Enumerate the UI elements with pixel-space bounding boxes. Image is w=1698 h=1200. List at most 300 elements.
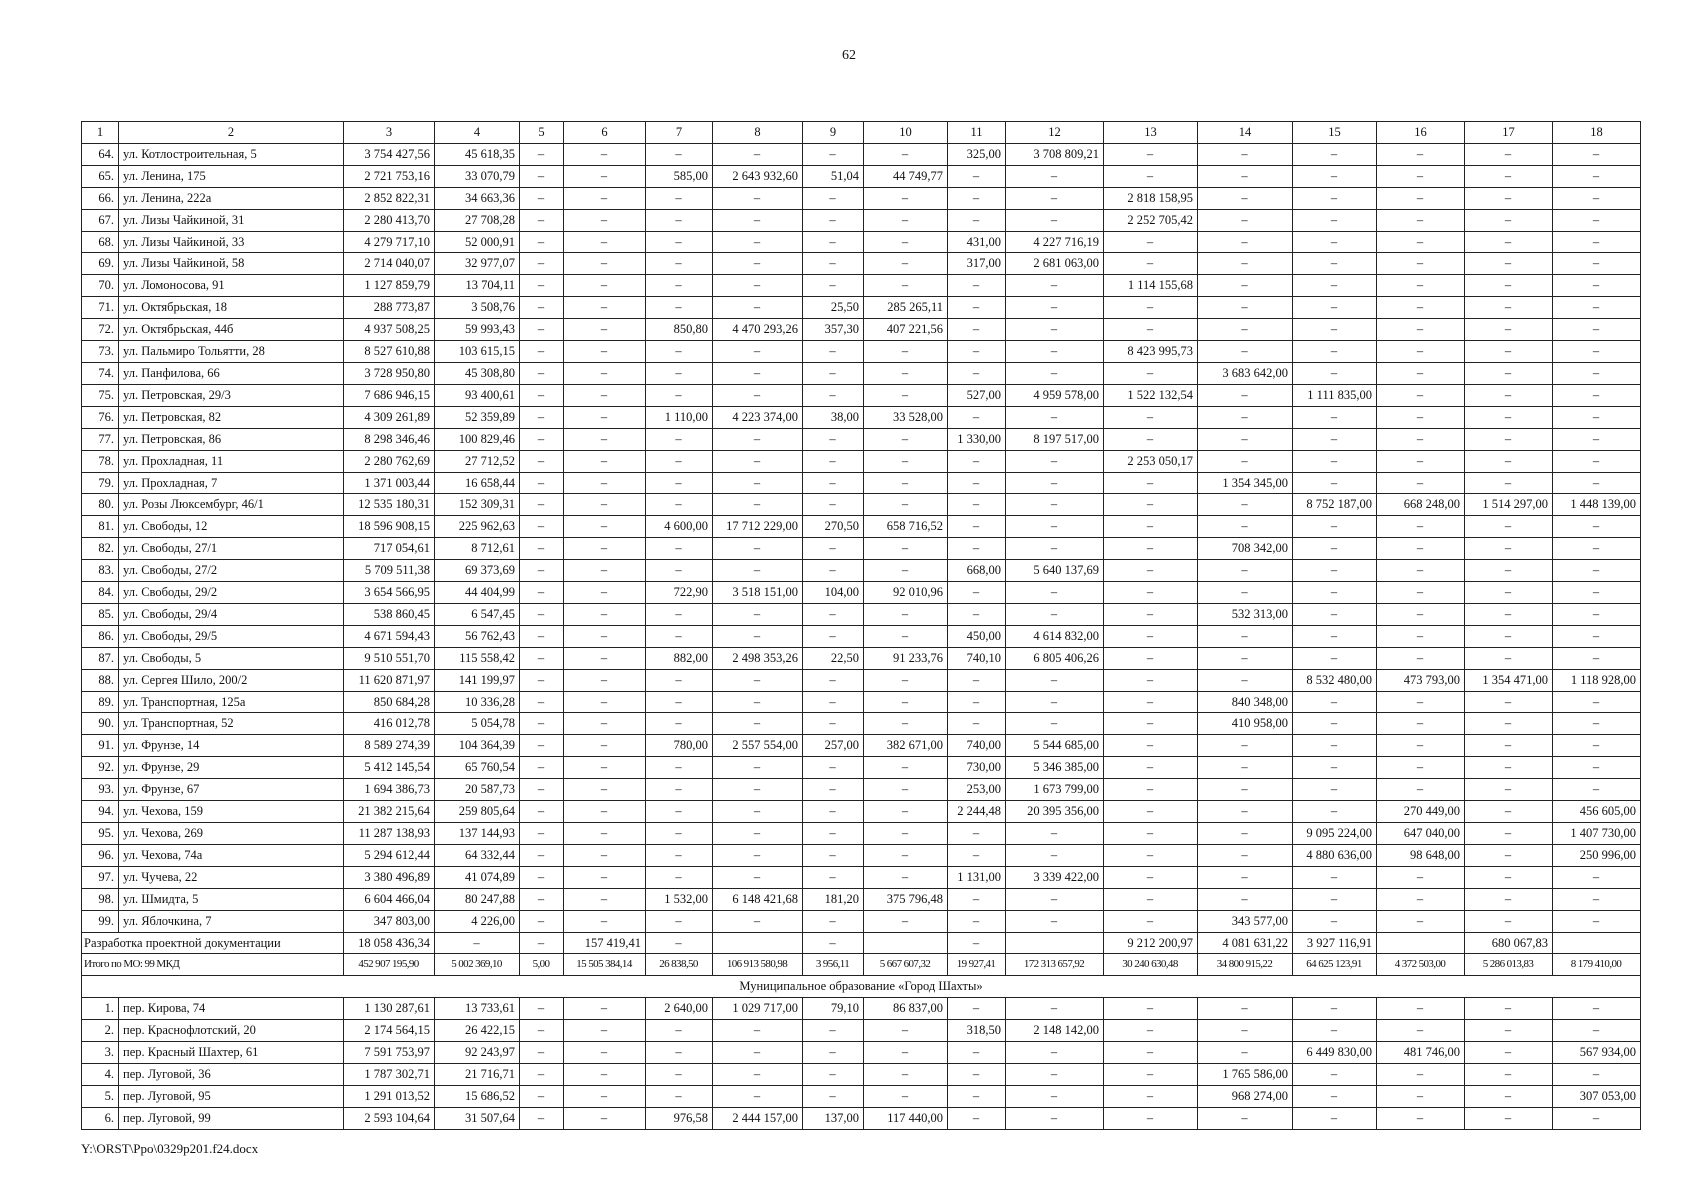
column-header: 15 bbox=[1293, 122, 1377, 144]
value-cell: – bbox=[564, 625, 646, 647]
value-cell: – bbox=[713, 143, 803, 165]
value-cell: 2 852 822,31 bbox=[344, 187, 435, 209]
value-cell: – bbox=[1465, 187, 1553, 209]
table-row bbox=[82, 253, 1641, 275]
value-cell: 343 577,00 bbox=[1198, 910, 1293, 932]
value-cell: – bbox=[564, 669, 646, 691]
value-cell: – bbox=[564, 603, 646, 625]
address-cell: ул. Свободы, 27/1 bbox=[119, 538, 344, 560]
value-cell: – bbox=[564, 516, 646, 538]
value-cell: – bbox=[1198, 888, 1293, 910]
value-cell: – bbox=[1377, 713, 1465, 735]
value-cell: 740,10 bbox=[948, 647, 1006, 669]
value-cell: – bbox=[1377, 888, 1465, 910]
value-cell: – bbox=[1293, 1085, 1377, 1107]
value-cell: – bbox=[1377, 757, 1465, 779]
value-cell: 9 095 224,00 bbox=[1293, 823, 1377, 845]
value-cell: – bbox=[803, 494, 864, 516]
value-cell: 1 532,00 bbox=[646, 888, 713, 910]
table-row bbox=[82, 560, 1641, 582]
value-cell: – bbox=[1377, 691, 1465, 713]
value-cell: – bbox=[564, 362, 646, 384]
value-cell: – bbox=[948, 713, 1006, 735]
value-cell: – bbox=[803, 560, 864, 582]
value-cell: – bbox=[1293, 187, 1377, 209]
value-cell: 13 704,11 bbox=[435, 275, 520, 297]
value-cell: 64 332,44 bbox=[435, 844, 520, 866]
value-cell: 2 593 104,64 bbox=[344, 1107, 435, 1129]
value-cell: – bbox=[803, 625, 864, 647]
value-cell: 1 354 345,00 bbox=[1198, 472, 1293, 494]
value-cell: – bbox=[803, 910, 864, 932]
summary-value-cell: 5 286 013,83 bbox=[1465, 954, 1553, 976]
table-row bbox=[82, 494, 1641, 516]
value-cell: 2 640,00 bbox=[646, 998, 713, 1020]
value-cell: 44 749,77 bbox=[864, 165, 948, 187]
value-cell: – bbox=[1006, 209, 1104, 231]
value-cell: – bbox=[1006, 450, 1104, 472]
column-header: 5 bbox=[520, 122, 564, 144]
value-cell: – bbox=[564, 209, 646, 231]
value-cell: – bbox=[1293, 297, 1377, 319]
value-cell: – bbox=[1293, 143, 1377, 165]
value-cell: – bbox=[803, 209, 864, 231]
value-cell: – bbox=[1006, 1063, 1104, 1085]
value-cell: – bbox=[713, 362, 803, 384]
value-cell: – bbox=[713, 209, 803, 231]
value-cell: – bbox=[1465, 823, 1553, 845]
address-cell: пер. Луговой, 36 bbox=[119, 1063, 344, 1085]
value-cell: – bbox=[1293, 801, 1377, 823]
row-index-cell: 3. bbox=[82, 1042, 119, 1064]
value-cell: 1 118 928,00 bbox=[1553, 669, 1641, 691]
address-cell: ул. Свободы, 5 bbox=[119, 647, 344, 669]
value-cell: 270,50 bbox=[803, 516, 864, 538]
value-cell: – bbox=[1006, 472, 1104, 494]
value-cell: – bbox=[646, 538, 713, 560]
value-cell: 1 514 297,00 bbox=[1465, 494, 1553, 516]
value-cell: – bbox=[713, 866, 803, 888]
summary-value-cell: 3 956,11 bbox=[803, 954, 864, 976]
value-cell: – bbox=[1293, 450, 1377, 472]
table-row bbox=[82, 362, 1641, 384]
value-cell: – bbox=[564, 582, 646, 604]
value-cell: – bbox=[948, 187, 1006, 209]
value-cell: – bbox=[564, 253, 646, 275]
value-cell: – bbox=[948, 998, 1006, 1020]
value-cell: – bbox=[1465, 143, 1553, 165]
value-cell: – bbox=[713, 275, 803, 297]
value-cell: 481 746,00 bbox=[1377, 1042, 1465, 1064]
value-cell: 1 673 799,00 bbox=[1006, 779, 1104, 801]
value-cell: – bbox=[713, 603, 803, 625]
value-cell: 257,00 bbox=[803, 735, 864, 757]
address-cell: ул. Ленина, 222а bbox=[119, 187, 344, 209]
value-cell: – bbox=[1006, 516, 1104, 538]
value-cell: – bbox=[1006, 494, 1104, 516]
value-cell: – bbox=[1293, 319, 1377, 341]
value-cell: – bbox=[520, 406, 564, 428]
value-cell: – bbox=[1198, 757, 1293, 779]
value-cell: 850 684,28 bbox=[344, 691, 435, 713]
table-row bbox=[82, 603, 1641, 625]
value-cell: – bbox=[803, 450, 864, 472]
value-cell: – bbox=[713, 844, 803, 866]
value-cell: 382 671,00 bbox=[864, 735, 948, 757]
value-cell: 2 681 063,00 bbox=[1006, 253, 1104, 275]
value-cell: – bbox=[713, 253, 803, 275]
value-cell: – bbox=[564, 187, 646, 209]
value-cell: 1 111 835,00 bbox=[1293, 384, 1377, 406]
value-cell: – bbox=[1104, 1085, 1198, 1107]
value-cell: – bbox=[803, 538, 864, 560]
value-cell: – bbox=[1104, 998, 1198, 1020]
value-cell: 307 053,00 bbox=[1553, 1085, 1641, 1107]
section-row bbox=[82, 976, 1641, 998]
value-cell: 4 880 636,00 bbox=[1293, 844, 1377, 866]
value-cell: – bbox=[1465, 735, 1553, 757]
value-cell: – bbox=[1377, 187, 1465, 209]
value-cell: – bbox=[1377, 998, 1465, 1020]
value-cell: 8 589 274,39 bbox=[344, 735, 435, 757]
value-cell: – bbox=[1104, 866, 1198, 888]
value-cell: 740,00 bbox=[948, 735, 1006, 757]
address-cell: ул. Чехова, 74а bbox=[119, 844, 344, 866]
value-cell: – bbox=[1293, 625, 1377, 647]
value-cell: 6 449 830,00 bbox=[1293, 1042, 1377, 1064]
value-cell: – bbox=[864, 231, 948, 253]
value-cell: – bbox=[1553, 231, 1641, 253]
value-cell: 357,30 bbox=[803, 319, 864, 341]
value-cell: 450,00 bbox=[948, 625, 1006, 647]
value-cell: – bbox=[1006, 691, 1104, 713]
column-header: 2 bbox=[119, 122, 344, 144]
address-cell: ул. Фрунзе, 67 bbox=[119, 779, 344, 801]
value-cell: 6 805 406,26 bbox=[1006, 647, 1104, 669]
value-cell: 2 280 762,69 bbox=[344, 450, 435, 472]
value-cell: – bbox=[1553, 582, 1641, 604]
value-cell: – bbox=[1553, 472, 1641, 494]
value-cell: – bbox=[803, 1020, 864, 1042]
value-cell: 6 547,45 bbox=[435, 603, 520, 625]
value-cell: 270 449,00 bbox=[1377, 801, 1465, 823]
value-cell: – bbox=[1198, 647, 1293, 669]
value-cell: – bbox=[1006, 844, 1104, 866]
value-cell: – bbox=[1006, 1107, 1104, 1129]
value-cell: – bbox=[713, 1085, 803, 1107]
value-cell: – bbox=[1104, 231, 1198, 253]
value-cell: – bbox=[1553, 625, 1641, 647]
value-cell: – bbox=[713, 910, 803, 932]
value-cell: 52 359,89 bbox=[435, 406, 520, 428]
value-cell: 5 412 145,54 bbox=[344, 757, 435, 779]
table-row bbox=[82, 844, 1641, 866]
value-cell: – bbox=[1293, 582, 1377, 604]
table-row bbox=[82, 757, 1641, 779]
value-cell: – bbox=[564, 297, 646, 319]
value-cell: – bbox=[1006, 538, 1104, 560]
value-cell: – bbox=[1104, 1063, 1198, 1085]
row-index-cell: 86. bbox=[82, 625, 119, 647]
value-cell: 976,58 bbox=[646, 1107, 713, 1129]
value-cell: 4 309 261,89 bbox=[344, 406, 435, 428]
summary-value-cell: 34 800 915,22 bbox=[1198, 954, 1293, 976]
value-cell: – bbox=[1465, 341, 1553, 363]
column-header: 8 bbox=[713, 122, 803, 144]
value-cell: 288 773,87 bbox=[344, 297, 435, 319]
value-cell: – bbox=[713, 187, 803, 209]
address-cell: ул. Розы Люксембург, 46/1 bbox=[119, 494, 344, 516]
value-cell: – bbox=[520, 384, 564, 406]
value-cell: 20 395 356,00 bbox=[1006, 801, 1104, 823]
value-cell: – bbox=[520, 757, 564, 779]
value-cell: 730,00 bbox=[948, 757, 1006, 779]
value-cell: – bbox=[1104, 625, 1198, 647]
value-cell: – bbox=[520, 669, 564, 691]
value-cell: 181,20 bbox=[803, 888, 864, 910]
value-cell: – bbox=[864, 713, 948, 735]
value-cell: – bbox=[520, 823, 564, 845]
column-header: 13 bbox=[1104, 122, 1198, 144]
value-cell: – bbox=[1293, 406, 1377, 428]
address-cell: пер. Кирова, 74 bbox=[119, 998, 344, 1020]
value-cell: – bbox=[520, 362, 564, 384]
value-cell: – bbox=[520, 691, 564, 713]
value-cell: – bbox=[948, 538, 1006, 560]
column-header: 4 bbox=[435, 122, 520, 144]
value-cell: 1 330,00 bbox=[948, 428, 1006, 450]
address-cell: ул. Ломоносова, 91 bbox=[119, 275, 344, 297]
value-cell: – bbox=[520, 231, 564, 253]
value-cell: – bbox=[520, 779, 564, 801]
value-cell: – bbox=[1198, 428, 1293, 450]
value-cell: – bbox=[803, 669, 864, 691]
value-cell: – bbox=[1465, 319, 1553, 341]
row-index-cell: 90. bbox=[82, 713, 119, 735]
row-index-cell: 66. bbox=[82, 187, 119, 209]
value-cell: – bbox=[520, 888, 564, 910]
value-cell: – bbox=[646, 428, 713, 450]
value-cell: – bbox=[1465, 801, 1553, 823]
value-cell: – bbox=[1553, 998, 1641, 1020]
value-cell: 31 507,64 bbox=[435, 1107, 520, 1129]
table-row bbox=[82, 779, 1641, 801]
address-cell: ул. Лизы Чайкиной, 31 bbox=[119, 209, 344, 231]
value-cell: 1 114 155,68 bbox=[1104, 275, 1198, 297]
value-cell: 20 587,73 bbox=[435, 779, 520, 801]
value-cell: – bbox=[520, 143, 564, 165]
value-cell: 2 818 158,95 bbox=[1104, 187, 1198, 209]
value-cell: – bbox=[1198, 165, 1293, 187]
value-cell: 431,00 bbox=[948, 231, 1006, 253]
value-cell: – bbox=[1293, 516, 1377, 538]
value-cell: – bbox=[713, 494, 803, 516]
address-cell: пер. Красный Шахтер, 61 bbox=[119, 1042, 344, 1064]
address-cell: ул. Пальмиро Тольятти, 28 bbox=[119, 341, 344, 363]
row-index-cell: 74. bbox=[82, 362, 119, 384]
address-cell: ул. Яблочкина, 7 bbox=[119, 910, 344, 932]
value-cell: – bbox=[1198, 231, 1293, 253]
column-header: 9 bbox=[803, 122, 864, 144]
row-index-cell: 71. bbox=[82, 297, 119, 319]
summary-value-cell bbox=[1553, 932, 1641, 954]
value-cell: – bbox=[1006, 362, 1104, 384]
value-cell: – bbox=[1553, 560, 1641, 582]
value-cell: 11 287 138,93 bbox=[344, 823, 435, 845]
value-cell: – bbox=[1293, 691, 1377, 713]
row-index-cell: 78. bbox=[82, 450, 119, 472]
row-index-cell: 76. bbox=[82, 406, 119, 428]
value-cell: – bbox=[564, 888, 646, 910]
value-cell: – bbox=[1553, 253, 1641, 275]
value-cell: – bbox=[1006, 297, 1104, 319]
value-cell: 2 714 040,07 bbox=[344, 253, 435, 275]
value-cell: – bbox=[713, 713, 803, 735]
value-cell: – bbox=[803, 866, 864, 888]
value-cell: – bbox=[864, 209, 948, 231]
value-cell: – bbox=[1377, 560, 1465, 582]
value-cell: – bbox=[1198, 1042, 1293, 1064]
value-cell: – bbox=[1553, 713, 1641, 735]
address-cell: ул. Октябрьская, 44б bbox=[119, 319, 344, 341]
value-cell: – bbox=[713, 428, 803, 450]
value-cell: 13 733,61 bbox=[435, 998, 520, 1020]
value-cell: – bbox=[646, 472, 713, 494]
value-cell: – bbox=[1198, 341, 1293, 363]
value-cell: 668 248,00 bbox=[1377, 494, 1465, 516]
value-cell: – bbox=[1293, 888, 1377, 910]
value-cell: – bbox=[520, 187, 564, 209]
value-cell: 34 663,36 bbox=[435, 187, 520, 209]
value-cell: 5 054,78 bbox=[435, 713, 520, 735]
value-cell: 80 247,88 bbox=[435, 888, 520, 910]
value-cell: – bbox=[1553, 757, 1641, 779]
row-index-cell: 73. bbox=[82, 341, 119, 363]
value-cell: – bbox=[1465, 428, 1553, 450]
value-cell: – bbox=[864, 779, 948, 801]
value-cell: – bbox=[1293, 209, 1377, 231]
value-cell: – bbox=[520, 297, 564, 319]
summary-value-cell: 3 927 116,91 bbox=[1293, 932, 1377, 954]
value-cell: 44 404,99 bbox=[435, 582, 520, 604]
address-cell: ул. Котлостроительная, 5 bbox=[119, 143, 344, 165]
value-cell: – bbox=[1104, 779, 1198, 801]
value-cell: – bbox=[564, 319, 646, 341]
value-cell: 5 544 685,00 bbox=[1006, 735, 1104, 757]
value-cell: – bbox=[1377, 362, 1465, 384]
value-cell: – bbox=[864, 757, 948, 779]
value-cell: – bbox=[713, 450, 803, 472]
value-cell: 2 643 932,60 bbox=[713, 165, 803, 187]
column-header: 16 bbox=[1377, 122, 1465, 144]
value-cell: 8 298 346,46 bbox=[344, 428, 435, 450]
value-cell: 1 522 132,54 bbox=[1104, 384, 1198, 406]
address-cell: ул. Октябрьская, 18 bbox=[119, 297, 344, 319]
value-cell: – bbox=[646, 560, 713, 582]
value-cell: – bbox=[713, 384, 803, 406]
value-cell: 18 596 908,15 bbox=[344, 516, 435, 538]
value-cell: – bbox=[713, 297, 803, 319]
value-cell: – bbox=[564, 1063, 646, 1085]
value-cell: – bbox=[1104, 757, 1198, 779]
value-cell: – bbox=[646, 757, 713, 779]
column-header: 6 bbox=[564, 122, 646, 144]
value-cell: 1 694 386,73 bbox=[344, 779, 435, 801]
value-cell: – bbox=[1465, 1085, 1553, 1107]
value-cell: – bbox=[1198, 1107, 1293, 1129]
address-cell: ул. Свободы, 29/2 bbox=[119, 582, 344, 604]
table-row bbox=[82, 823, 1641, 845]
value-cell: – bbox=[1465, 472, 1553, 494]
address-cell: ул. Лизы Чайкиной, 33 bbox=[119, 231, 344, 253]
value-cell: – bbox=[1293, 253, 1377, 275]
value-cell: – bbox=[646, 362, 713, 384]
value-cell: – bbox=[646, 1020, 713, 1042]
value-cell: 1 407 730,00 bbox=[1553, 823, 1641, 845]
value-cell: – bbox=[1553, 209, 1641, 231]
value-cell: – bbox=[1377, 275, 1465, 297]
value-cell: 1 130 287,61 bbox=[344, 998, 435, 1020]
value-cell: 3 728 950,80 bbox=[344, 362, 435, 384]
summary-value-cell: 8 179 410,00 bbox=[1553, 954, 1641, 976]
value-cell: – bbox=[864, 494, 948, 516]
value-cell: – bbox=[864, 691, 948, 713]
value-cell: – bbox=[713, 823, 803, 845]
value-cell: – bbox=[520, 341, 564, 363]
value-cell: – bbox=[1104, 1020, 1198, 1042]
value-cell: – bbox=[803, 1085, 864, 1107]
value-cell: – bbox=[1293, 341, 1377, 363]
value-cell: – bbox=[520, 998, 564, 1020]
column-header: 14 bbox=[1198, 122, 1293, 144]
summary-value-cell: – bbox=[646, 932, 713, 954]
value-cell: – bbox=[803, 691, 864, 713]
value-cell: – bbox=[1104, 362, 1198, 384]
register-table bbox=[81, 121, 1641, 1130]
value-cell: – bbox=[1465, 888, 1553, 910]
value-cell: – bbox=[1104, 516, 1198, 538]
value-cell: – bbox=[803, 384, 864, 406]
value-cell: – bbox=[520, 275, 564, 297]
value-cell: – bbox=[1198, 275, 1293, 297]
value-cell: 5 709 511,38 bbox=[344, 560, 435, 582]
value-cell: – bbox=[864, 669, 948, 691]
value-cell: – bbox=[1377, 209, 1465, 231]
address-cell: ул. Свободы, 27/2 bbox=[119, 560, 344, 582]
value-cell: – bbox=[713, 801, 803, 823]
value-cell: 1 371 003,44 bbox=[344, 472, 435, 494]
value-cell: – bbox=[1553, 384, 1641, 406]
value-cell: 456 605,00 bbox=[1553, 801, 1641, 823]
value-cell: 538 860,45 bbox=[344, 603, 435, 625]
value-cell: – bbox=[864, 910, 948, 932]
value-cell: – bbox=[646, 823, 713, 845]
value-cell: – bbox=[864, 1042, 948, 1064]
value-cell: – bbox=[1293, 538, 1377, 560]
value-cell: 104,00 bbox=[803, 582, 864, 604]
value-cell: – bbox=[864, 823, 948, 845]
value-cell: – bbox=[1377, 603, 1465, 625]
value-cell: 4 600,00 bbox=[646, 516, 713, 538]
value-cell: – bbox=[1104, 143, 1198, 165]
table-row bbox=[82, 231, 1641, 253]
value-cell: 708 342,00 bbox=[1198, 538, 1293, 560]
value-cell: – bbox=[803, 757, 864, 779]
value-cell: – bbox=[948, 297, 1006, 319]
value-cell: – bbox=[1198, 187, 1293, 209]
value-cell: – bbox=[1377, 538, 1465, 560]
value-cell: 3 380 496,89 bbox=[344, 866, 435, 888]
